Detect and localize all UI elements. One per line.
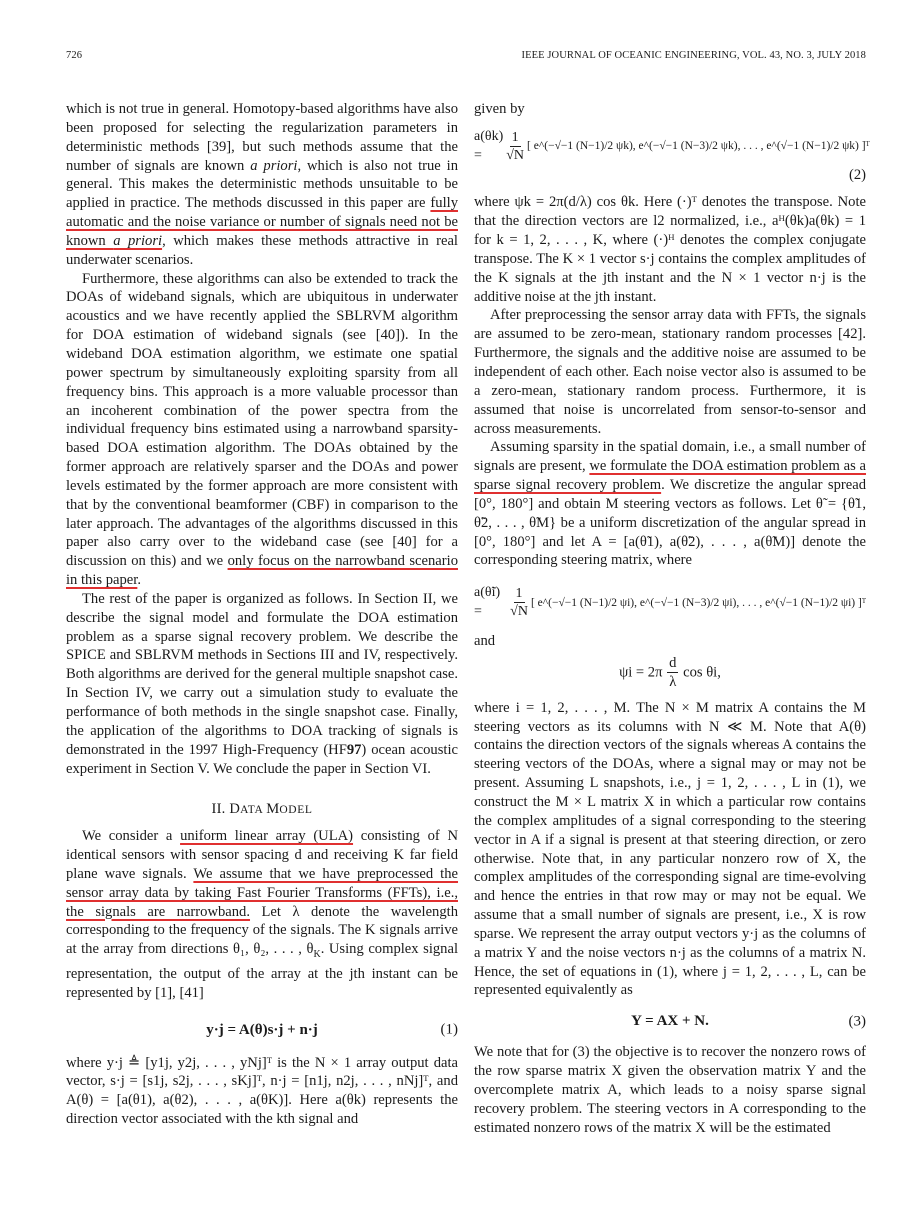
highlight-preprocessed: We assume that we have preprocessed the sensor array data by taking Fast Fourier Transforms (FFTs), i.e., the signals are narrowband. bbox=[66, 865, 459, 920]
page-number: 726 bbox=[66, 50, 83, 61]
and-text: and bbox=[474, 632, 496, 649]
paragraph-wideband: Furthermore, these algorithms can also be extended to track the DOAs of wideband signals, which are ubiquitous in underwater acoustics and we have recently applied the SBLRVM algorithm for DOA estimation of wideband signals (see [40]). In the wideband DOA estimation algorithm, we estimate one spatial power spectrum by simultaneously exploiting sparsity from all frequency bins. This approach is a more valuable processor than an incoherent combination of the power spectra from the individual frequency bins estimated using a narrowband sparsity-based DOA estimation algorithm. The DOAs obtained by the former approach are relatively sparser and the DOAs and power levels estimated by the former approach are more consistent with that by the conventional beamformer (CBF) in comparison to the later approach. The advantages of the algorithms discussed in this paper also carry over to the wideband case (see [40] for a discussion on this) and we only focus on the narrowband scenario in this paper. bbox=[66, 270, 458, 589]
equation-2: a(θk) = $\frac{1}{√N}$ [ e^(−√−1 (N−1)/2 ψk), e^(−√−1 (N−3)/2 ψk), . . . , e^(√−1 (N−1)/2 ψk) ]ᵀ (2) bbox=[474, 128, 870, 183]
left-column bbox=[66, 100, 458, 1129]
paragraph-assumptions: After preprocessing the sensor array data with FFTs, the signals are assumed to be zero-mean, stationary random processes [42]. Furthermore, the signals and the additive noise are assumed to be independent of each other. Each noise vector also is assumed to be a zero-mean, stationary random process. Furthermore, it is assumed that noise is uncorrelated from sensor-to-sensor and across measurements. bbox=[474, 307, 866, 437]
highlight-ula: uniform linear array (ULA) bbox=[180, 828, 354, 845]
paragraph-homotopy: which is not true in general. Homotopy-based algorithms have also been proposed for selecting the regularization parameters in deterministic methods [39], but such methods assume that the number of signals are known a priori, which is also not true in general. This makes the deterministic methods unsuitable to be applied in practice. The methods discussed in this paper are fully automatic and the noise variance or number of signals need not be known a priori, which makes these methods attractive in real underwater scenarios. bbox=[66, 101, 458, 268]
right-column bbox=[474, 100, 870, 1137]
equation-3: Y = AX + N. (3) bbox=[631, 1013, 866, 1030]
paragraph-steering-matrix: where i = 1, 2, . . . , M. The N × M matrix A contains the M steering vectors as its columns with N ≪ M. Note that A(θ) contains the direction vectors of the signals whereas A contains the steering vectors of the DOAs, where a signal may or may not be present. Assuming L snapshots, i.e., j = 1, 2, . . . , L in (1), we construct the M × L matrix X in which a particular row contains the complex amplitudes of a signal corresponding to the steering vector in A if a signal is present at that steering direction, or zero otherwise. Note that, in any particular nonzero row of X, the complex amplitudes of the corresponding signal are time-evolving and hence the entries in that row may or may not be equal. We assume that a small number of signals are present, i.e., X is row sparse. We represent the array output vectors y·j as the columns of a matrix Y and the noise vectors n·j as the columns of a matrix N. Hence, the set of equations in (1), where j = 1, 2, . . . , L, can be represented equivalently as bbox=[474, 699, 866, 999]
highlight-fully-automatic: fully automatic and the noise variance or number of signals need not be known a priori bbox=[66, 195, 458, 249]
paragraph-vectors: where y·j ≜ [y1j, y2j, . . . , yNj]ᵀ is the N × 1 array output data vector, s·j = [s1j, s2j, . . . , sKj]ᵀ, n·j = [n1j, n2j, . . . , nNj]ᵀ, and A(θ) = [a(θ1), a(θ2), . . . , a(θK)]. Here a(θk) represents the direction vector associated with the kth signal and bbox=[66, 1054, 458, 1128]
equation-1: y·j = A(θ)s·j + n·j (1) bbox=[206, 1021, 458, 1038]
section-heading: II. DATA MODEL bbox=[211, 801, 313, 818]
equation-steering: a(θ̃i) = $\frac{1}{√N}$ [ e^(−√−1 (N−1)/2 ψi), e^(−√−1 (N−3)/2 ψi), . . . , e^(√−1 (N−1)/2 ψi) ]ᵀ bbox=[474, 585, 866, 620]
paragraph-organization: The rest of the paper is organized as follows. In Section II, we describe the signal model and formulate the DOA estimation problem as a sparse signal recovery problem. We describe the SPICE and SBLRVM methods in Sections III and IV, respectively. Both algorithms are derived for the general multiple snapshot case. In Section IV, we carry out a simulation study to evaluate the performance of both methods in the single snapshot case. Finally, the application of the algorithms to DOA tracking of signals is demonstrated in the 1997 High-Frequency (HF97) ocean acoustic experiment in Section V. We conclude the paper in Section VI. bbox=[66, 590, 458, 777]
highlight-narrowband-focus: only focus on the narrowband scenario in this paper bbox=[66, 553, 458, 589]
paragraph-objective: We note that for (3) the objective is to recover the nonzero rows of the row sparse matrix X given the observation matrix Y and the overcomplete matrix A, which leads to a noisy sparse signal recovery problem. The steering vectors in A corresponding to the estimated nonzero rows of the matrix X will be the estimated bbox=[474, 1044, 866, 1136]
paragraph-direction-vectors: where ψk = 2π(d/λ) cos θk. Here (·)ᵀ denotes the transpose. Note that the direction vectors are l2 normalized, i.e., aᴴ(θk)a(θk) = 1 for k = 1, 2, . . . , K, where (·)ᴴ denotes the complex conjugate transpose. The K × 1 vector s·j contains the complex amplitudes of the K signals at the jth instant and the N × 1 vector n·j is the additive noise at the jth instant. bbox=[474, 194, 866, 305]
journal-header: IEEE JOURNAL OF OCEANIC ENGINEERING, VOL. 43, NO. 3, JULY 2018 bbox=[521, 50, 866, 61]
equation-psi: ψi = 2π $\frac{d}{\lambda}$ cos θi, bbox=[619, 654, 721, 690]
paragraph-data-model: We consider a uniform linear array (ULA) consisting of N identical sensors with sensor spacing d and receiving K far field plane wave signals. We assume that we have preprocessed the sensor array data by taking Fast Fourier Transforms (FFTs), i.e., the signals are narrowband. Let λ denote the wavelength corresponding to the frequency of the signals. The K signals arrive at the array from directions θ₁, θ₂, . . . , $\theta_K$. Using complex signal representation, the output of the array at the jth instant can be represented by [1], [41] bbox=[66, 828, 459, 1001]
paragraph-given-by: given by bbox=[474, 101, 525, 117]
paragraph-sparsity: Assuming sparsity in the spatial domain, i.e., a small number of signals are present, we formulate the DOA estimation problem as a sparse signal recovery problem. We discretize the angular spread [0°, 180°] and obtain M steering vectors as follows. Let θ̃ = {θ̃1, θ̃2, . . . , θ̃M} be a uniform discretization of the angular spread in [0°, 180°] and let A = [a(θ̃1), a(θ̃2), . . . , a(θ̃M)] denote the corresponding steering matrix, where bbox=[474, 439, 867, 569]
highlight-doa-formulation: we formulate the DOA estimation problem as a sparse signal recovery problem bbox=[474, 458, 867, 494]
